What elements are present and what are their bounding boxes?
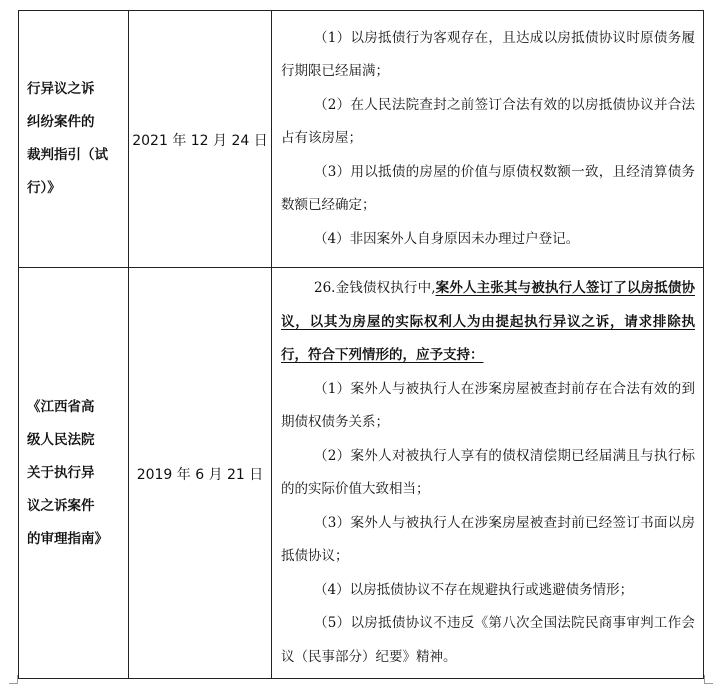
condition-item: （2）在人民法院查封之前签订合法有效的以房抵债协议并合法占有该房屋； <box>281 96 695 147</box>
document-title-line: 行）》 <box>27 180 61 196</box>
page-corner-mark <box>9 675 18 684</box>
condition-item: （1）以房抵债行为客观存在，且达成以房抵债协议时原债务履行期限已经届满； <box>281 29 695 80</box>
article-intro <box>281 272 695 373</box>
condition-item: （1）案外人与被执行人在涉案房屋被查封前存在合法有效的到期债权债务关系； <box>281 380 695 430</box>
regulation-comparison-table <box>18 10 704 679</box>
article-bold-underlined-text: 案外人主张其与被执行人签订了以房抵债协议，以其为房屋的实际权利人为由提起执行异议之诉，请求排除执行，符合下列情形的，应予支持： <box>281 280 695 363</box>
page-corner-mark <box>704 675 713 684</box>
document-title-line: 级人民法院 <box>27 431 95 448</box>
document-title-line: 议之诉案件 <box>27 497 95 514</box>
document-title-line: 裁判指引（试 <box>27 147 108 163</box>
condition-item: （2）案外人对被执行人享有的债权清偿期已经届满且与执行标的的实际价值大致相当； <box>281 447 695 497</box>
date-cell: 2021 年 12 月 24 日 <box>129 11 272 268</box>
condition-item: （4）以房抵债协议不存在规避执行或逃避债务情形； <box>314 581 634 598</box>
document-title-line: 关于执行异 <box>27 464 95 481</box>
table-row <box>19 11 704 268</box>
condition-item: （3）案外人与被执行人在涉案房屋被查封前已经签订书面以房抵债协议； <box>281 514 695 564</box>
table-row <box>19 268 704 679</box>
article-number: 26.金钱债权执行中, <box>314 280 436 296</box>
source-document-cell <box>19 11 129 268</box>
document-title-line: 纠纷案件的 <box>27 114 95 130</box>
conditions-cell <box>272 11 704 268</box>
condition-item: （3）用以抵债的房屋的价值与原债权数额一致，且经清算债务数额已经确定； <box>281 163 695 214</box>
document-title-line: 行异议之诉 <box>27 81 95 97</box>
date-cell: 2019 年 6 月 21 日 <box>129 268 272 679</box>
conditions-cell <box>272 268 704 679</box>
source-document-cell <box>19 268 129 679</box>
document-title-line: 的审理指南》 <box>27 530 108 547</box>
condition-item: （5）以房抵债协议不违反《第八次全国法院民商事审判工作会议（民事部分）纪要》精神。 <box>281 615 695 665</box>
condition-item: （4）非因案外人自身原因未办理过户登记。 <box>314 230 580 247</box>
document-title-line: 《江西省高 <box>27 398 95 415</box>
